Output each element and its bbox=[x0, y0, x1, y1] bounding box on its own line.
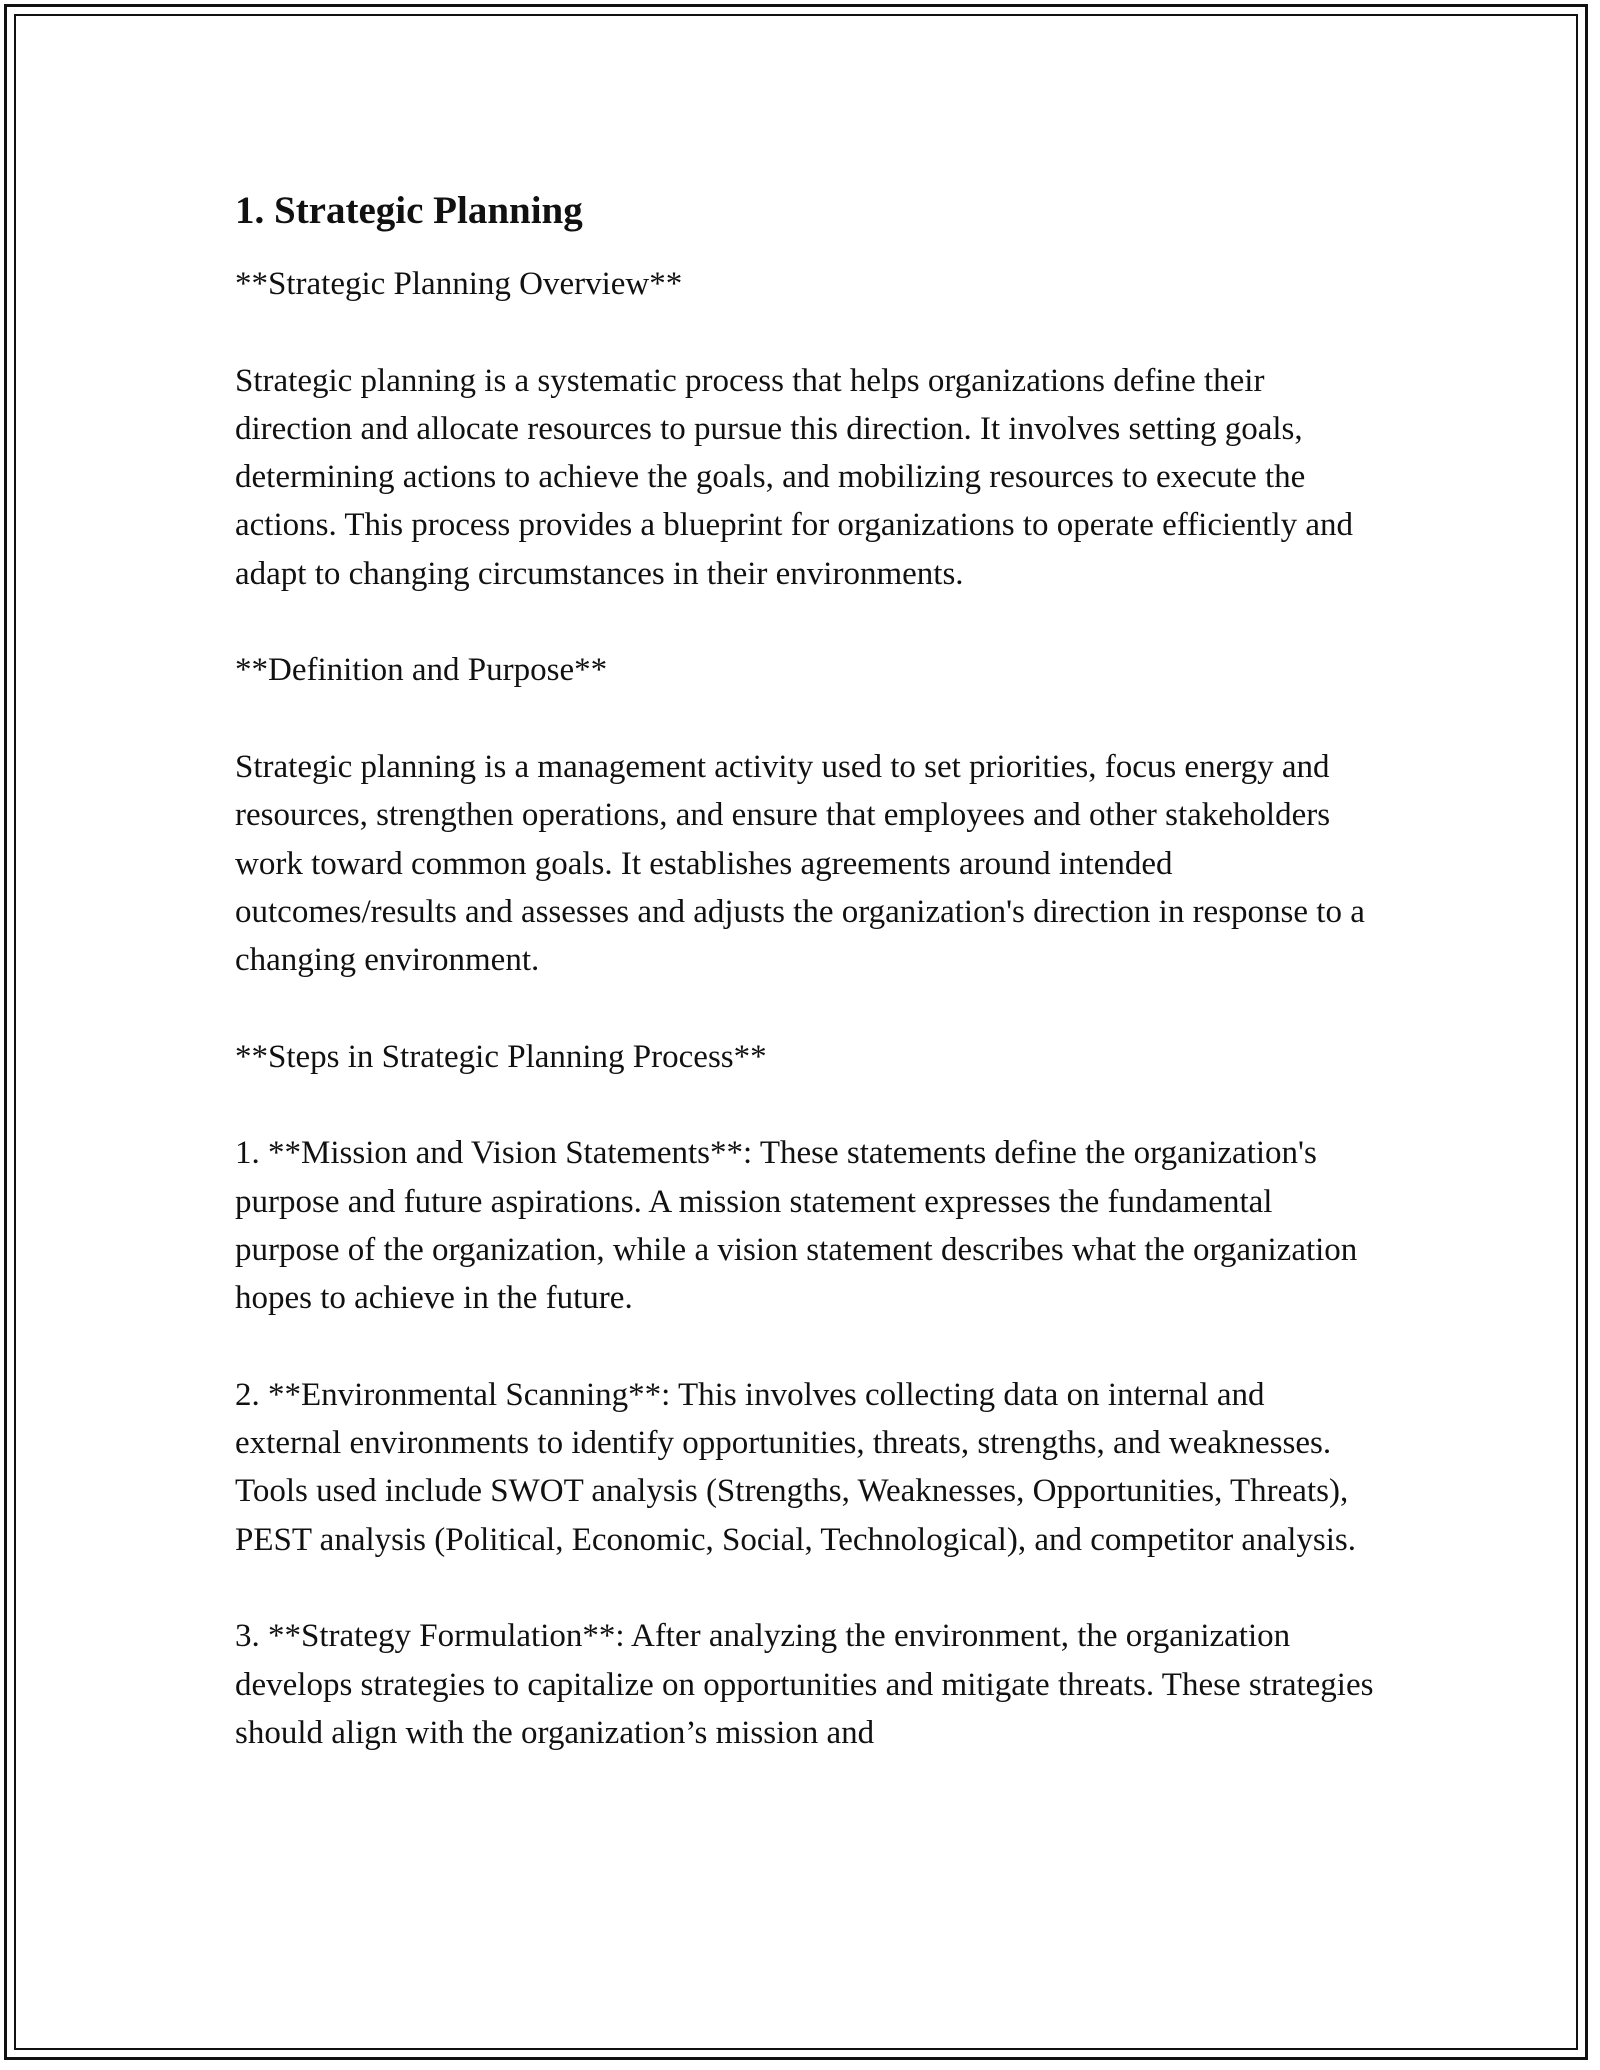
document-body bbox=[235, 186, 1375, 1757]
overview-label: **Strategic Planning Overview** bbox=[235, 266, 683, 302]
section-heading: 1. Strategic Planning bbox=[235, 189, 583, 232]
steps-label: **Steps in Strategic Planning Process** bbox=[235, 1038, 767, 1075]
step-item-3: 3. **Strategy Formulation**: After analyzing the environment, the organization develops strategies to capitalize on opportunities and mitigate threats. These strategies should align with the organization’s mission and bbox=[235, 1618, 1374, 1751]
definition-label: **Definition and Purpose** bbox=[235, 652, 608, 689]
step-item-2: 2. **Environmental Scanning**: This involves collecting data on internal and external environments to identify opportunities, threats, strengths, and weaknesses. Tools used include SWOT analysis (Strengths, Weaknesses, Opportunities, Threats), PEST analysis (Political, Economic, Social, Technological), and competitor analysis. bbox=[235, 1376, 1357, 1558]
overview-paragraph: Strategic planning is a systematic process that helps organizations define their direction and allocate resources to pursue this direction. It involves setting goals, determining actions to achieve the goals, and mobilizing resources to execute the actions. This process provides a blueprint for organizations to operate efficiently and adapt to changing circumstances in their environments. bbox=[235, 362, 1354, 592]
definition-paragraph: Strategic planning is a management activity used to set priorities, focus energy and resources, strengthen operations, and ensure that employees and other stakeholders work toward common goals. It establishes agreements around intended outcomes/results and assesses and adjusts the organization's direction in response to a changing environment. bbox=[235, 748, 1365, 979]
step-item-1: 1. **Mission and Vision Statements**: These statements define the organization's purpose and future aspirations. A mission statement expresses the fundamental purpose of the organization, while a vision statement describes what the organization hopes to achieve in the future. bbox=[235, 1135, 1358, 1317]
